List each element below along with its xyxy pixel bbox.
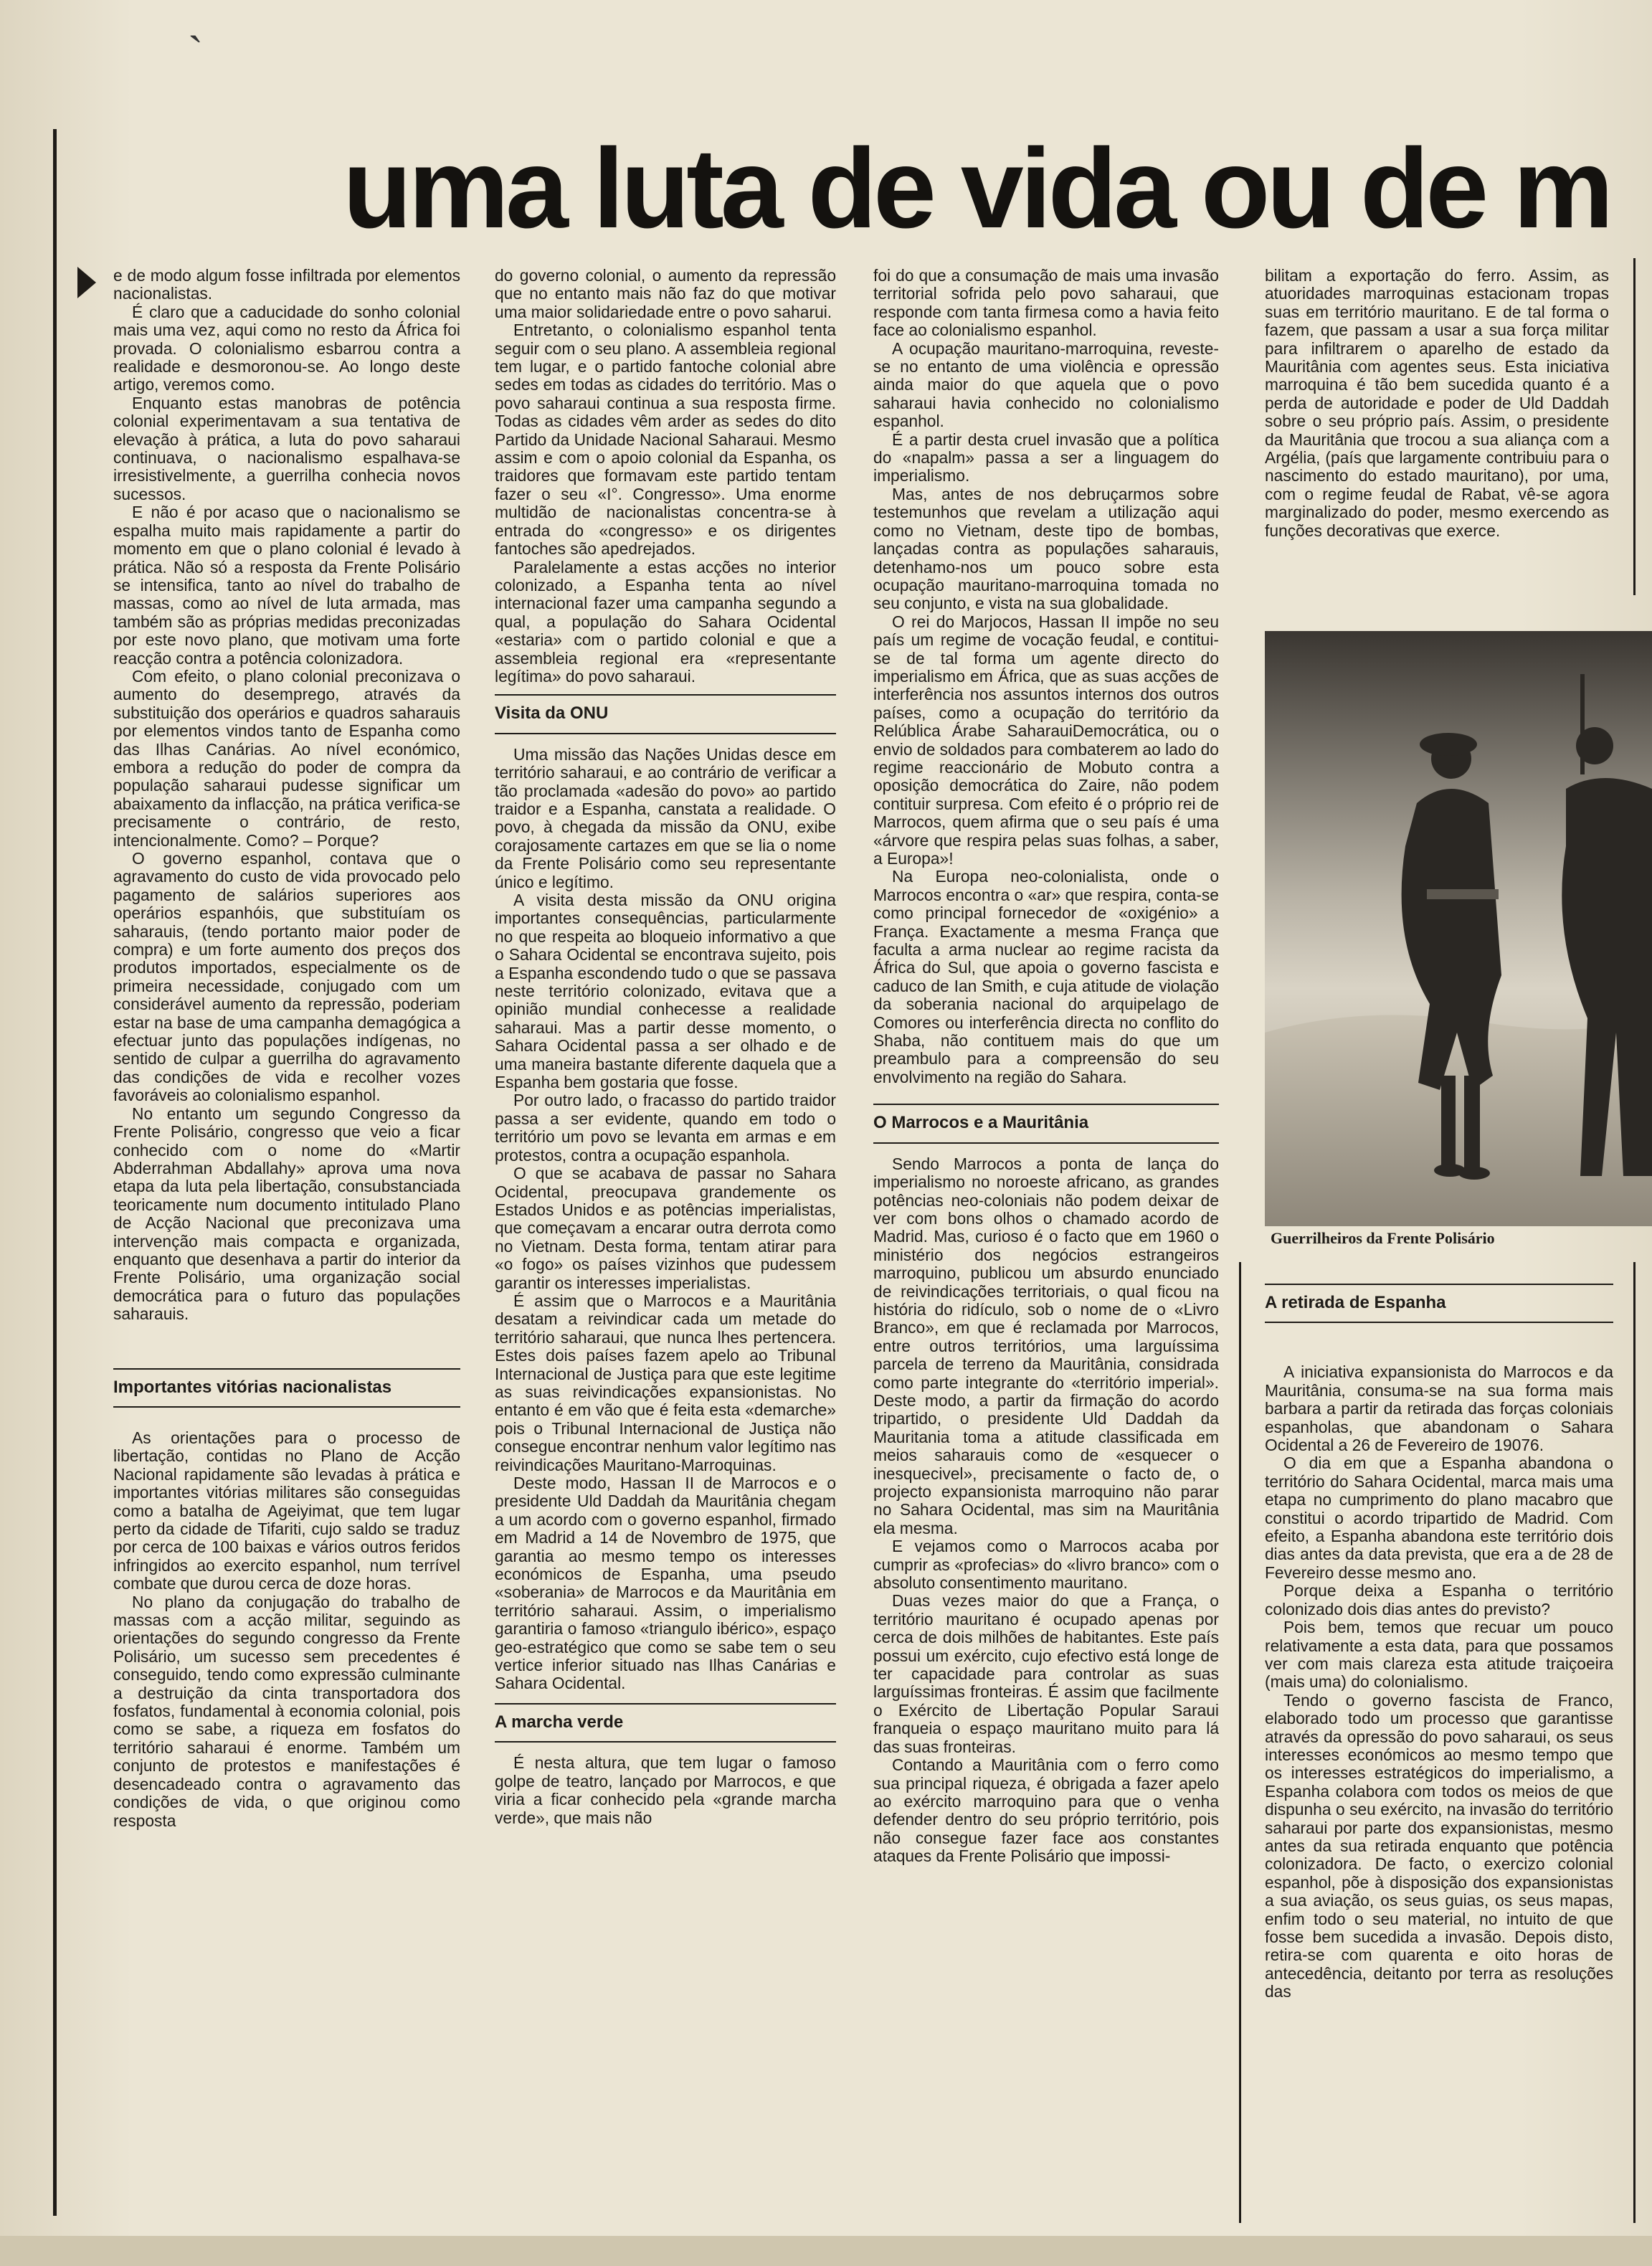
paragraph: Entretanto, o colonialismo espanhol tenta seguir com o seu plano. A assembleia regional tem lugar, e o partido fantoche colonial abre sedes em todas as cidades do território. Mas o povo saharaui continua a sua resposta firme. Todas as cidades vêm arder as sedes do dito Partido da Unidade Nacional Saharaui. Mesmo assim e com o apoio colonial da Espanha, os traidores que formavam este partido tentam fazer o seu «I°. Congresso». Uma enorme multidão de nacionalistas concentra-se à entrada do «congresso» e os dirigentes fantoches são apedrejados.	[495, 321, 836, 559]
paragraph: Enquanto estas manobras de potência colonial experimentavam a sua tentativa de elevação à prática, a luta do povo saharaui continuava, o nacionalismo espalhava-se irresistivelmente, a guerrilha conhecia novos sucessos.	[113, 393, 460, 503]
paragraph: do governo colonial, o aumento da repressão que no entanto mais não faz do que motivar uma maior solidariedade entre o povo saharui.	[495, 267, 836, 321]
paragraph: Tendo o governo fascista de Franco, elaborado todo um processo que garantisse através da opressão do povo saharaui, os seus interesses económicos ao mesmo tempo que os interesses estratégicos do imperialismo, a Espanha colabora com todos os meios de que dispunha o seu exército, na invasão do território saharaui por parte dos expansionistas, mesmo antes da sua retirada enquanto que potência colonizadora. De facto, o exercizo colonial espanhol, põe à disposição dos expansionistas a sua aviação, os seus guias, os seus mapas, enfim todo o seu material, no intuito de que fosse bem sucedida a invasão. Depois disto, retira-se com quarenta e oito horas de antecedência, deitanto por terra as resoluções das	[1265, 1690, 1613, 2001]
paragraph: Por outro lado, o fracasso do partido traidor passa a ser evidente, quando em todo o território um povo se levanta em armas e em protestos, contra a ocupação espanhola.	[495, 1091, 836, 1165]
subhead-visita-onu: Visita da ONU	[495, 694, 836, 734]
left-margin-rule	[53, 129, 57, 2216]
right-edge-rule-bottom	[1633, 1262, 1636, 2223]
paragraph: bilitam a exportação do ferro. Assim, as atuoridades marroquinas estacionam tropas suas em território mauritano. E de tal forma o fazem, que passam a usar a sua força militar para infiltrarem o aparelho de estado da Mauritânia com agentes seus. Esta iniciativa marroquina é tão bem sucedida quanto é a perda de autoridade e poder de Uld Daddah sobre o seu próprio país. Assim, o presidente da Mauritânia que trocou a sua aliança com a Argélia, (país que largamente contribuiu para o nascimento do estado mauritano), por uma, com o regime feudal de Rabat, vê-se agora marginalizado do poder, mesmo exercendo as funções decorativas que exerce.	[1265, 267, 1609, 540]
paragraph: No plano da conjugação do trabalho de massas com a acção militar, seguindo as orientações do segundo congresso da Frente Polisário, um sucesso sem precedentes é conseguido, tendo como expressão culminante a destruição da cinta transportadora dos fosfatos, fundamental à economia colonial, pois como se sabe, a riqueza em fosfatos do território saharaui é enorme. Também um conjunto de protestos e manifestações é desencadeado contra o agravamento das condições de vida, o que originou como resposta	[113, 1592, 460, 1830]
paragraph: O que se acabava de passar no Sahara Ocidental, preocupava grandemente os Estados Unidos e as potências imperialistas, que começavam a encarar outra derrota como no Vietnam. Desta forma, tentam atirar para «o fogo» os países vizinhos que pudessem garantir os interesses imperialistas.	[495, 1164, 836, 1292]
paragraph: E vejamos como o Marrocos acaba por cumprir as «profecias» do «livro branco» com o absoluto consentimento mauritano.	[873, 1537, 1219, 1593]
subhead-importantes-vitorias: Importantes vitórias nacionalistas	[113, 1368, 460, 1408]
paragraph: No entanto um segundo Congresso da Frente Polisário, congresso que veio a ficar conhecido com o nome do «Martir Abderrahman Abdallahy» aprova uma nova etapa da luta pela libertação, consubstanciada teoricamente num documento intitulado Plano de Acção Nacional que preconizava uma intervenção mais compacta e organizada, enquanto que desenhava a partir do interior da Frente Polisário, uma organização social democrática para o futuro das populações saharauis.	[113, 1104, 460, 1324]
paragraph: É a partir desta cruel invasão que a política do «napalm» passa a ser a linguagem do imperialismo.	[873, 430, 1219, 485]
paragraph: A iniciativa expansionista do Marrocos e da Mauritânia, consuma-se na sua forma mais barbara a partir da retirada das forças coloniais espanholas, que abandonam o Sahara Ocidental a 26 de Fevereiro de 19076.	[1265, 1362, 1613, 1455]
paragraph: A ocupação mauritano-marroquina, reveste-se no entanto de uma violência e opressão ainda maior do que aquela que o povo saharaui havia conhecido no colonialismo espanhol.	[873, 338, 1219, 431]
column-1	[113, 267, 460, 2232]
paragraph: Na Europa neo-colonialista, onde o Marrocos encontra o «ar» que respira, conta-se como principal fornecedor de «oxigénio» a França. Exactamente a mesma França que faculta a arma nuclear ao regime racista da África do Sul, que apoia o governo fascista e caduco de Ian Smith, e cuja atitude de violação da soberania nacional do arquipelago de Comores ou interferência directa no conflito do Shaba, não contituem mais do que um preambulo para a compreensão do seu envolvimento na região do Sahara.	[873, 867, 1219, 1086]
paragraph: O governo espanhol, contava que o agravamento do custo de vida provocado pelo pagamento de salários superiores aos operários espanhóis, que substituíam os saharauis, (tendo portanto maior poder de compra) e um forte aumento dos preços dos produtos importados, especialmente os de primeira necessidade, conjugado com um considerável aumento da repressão, poderiam estar na base de uma campanha demagógica a efectuar junto das populações indígenas, no sentido de culpar a guerrilha do agravamento das condições de vida e recolher vozes favoráveis ao colonialismo espanhol.	[113, 849, 460, 1105]
column-3	[873, 267, 1219, 2232]
page-bottom-edge	[0, 2236, 1652, 2266]
subhead-marrocos-mauritania: O Marrocos e a Mauritânia	[873, 1104, 1219, 1143]
pen-mark-icon: ˋ	[188, 27, 204, 77]
paragraph: É assim que o Marrocos e a Mauritânia desatam a reivindicar cada um metade do território saharaui, que nunca lhes pertencera. Estes dois países fazem apelo ao Tribunal Internacional de Justiça para que este legitime as suas reivindicações expansionistas. No entanto é em vão que é feita esta «demarche» pois o Tribunal Internacional de Justiça não consegue encontrar nenhum valor legítimo nas reivindicações Mauritano-Marroquinas.	[495, 1291, 836, 1474]
paragraph: Deste modo, Hassan II de Marrocos e o presidente Uld Daddah da Mauritânia chegam a um acordo com o governo espanhol, firmado em Madrid a 14 de Novembro de 1975, que garantia ao mesmo tempo os interesses económicos de Espanha, uma pseudo «soberania» de Marrocos e da Mauritânia em território saharaui. Assim, o imperialismo garantiria o famoso «triangulo ibérico», espaço geo-estratégico que como se sabe tem o seu vertice inferior situado nas Ilhas Canárias e Sahara Ocidental.	[495, 1474, 836, 1693]
column-rule-4	[1239, 1262, 1241, 2223]
column-1-body-2	[113, 1429, 460, 1830]
paragraph: Sendo Marrocos a ponta de lança do imperialismo no noroeste africano, as grandes potências neo-coloniais não podem deixar de ver com bons olhos o chamado acordo de Madrid. Mas, curioso é o facto que em 1960 o ministério dos negócios estrangeiros marroquino, publicou um absurdo enunciado de reivindicações territoriais, o qual ficou na história do ridículo, sob o nome de o «Livro Branco», em que é reclamada por Marrocos, entre outros territórios, uma larguíssima parcela de terreno da Mauritânia, considrada como parte integrante do «território imperial». Deste modo, a partir da firmação do acordo tripartido, o presidente Uld Daddah da Mauritania toma a atitude classificada em meios saharauis como de «esquecer o inesquecivel», precisamente o facto de, o projecto expansionista marroquino não parar no Sahara Ocidental, mas sim na Mauritânia ela mesma.	[873, 1154, 1219, 1537]
start-arrow-icon	[77, 267, 96, 298]
column-4-body-2	[1265, 1363, 1613, 2001]
paragraph: O dia em que a Espanha abandona o território do Sahara Ocidental, marca mais uma etapa no cumprimento do plano macabro que constitui o acordo tripartido de Madrid. Com efeito, a Espanha abandona este território dois dias antes da data prevista, que era a de 28 de Fevereiro desse mesmo ano.	[1265, 1454, 1613, 1582]
column-1-body	[113, 267, 460, 1324]
column-2	[495, 267, 836, 2232]
paragraph: A visita desta missão da ONU origina importantes consequências, particularmente no que respeita ao bloqueio informativo a que o Sahara Ocidental se encontrava sujeito, pois a Espanha escondendo tudo o que se passava neste território colonizado, evitava que a opinião mundial conhecesse a realidade saharaui. Mas a partir desse momento, o Sahara Ocidental passa a ser olhado e de uma maneira bastante diferente daquela que a Espanha bem gostaria que fosse.	[495, 891, 836, 1092]
column-2-body-3	[495, 1754, 836, 1827]
paragraph: As orientações para o processo de libertação, contidas no Plano de Acção Nacional rapidamente são levadas à prática e importantes vitórias militares são conseguidas como a batalha de Ageiyimat, que tem lugar perto da cidade de Tifariti, cujo saldo se traduz por cerca de 100 baixas e vários outros feridos infringidos ao exercito espanhol, num terrível combate que durou cerca de doze horas.	[113, 1428, 460, 1593]
paragraph: e de modo algum fosse infiltrada por elementos nacionalistas.	[113, 267, 460, 303]
column-4-bottom	[1265, 1284, 1613, 2233]
paragraph: Com efeito, o plano colonial preconizava o aumento do desemprego, através da substituição dos operários e quadros saharauis por elementos vindos tanto de Espanha como das Ilhas Canárias. Ao nível económico, embora a redução do poder de compra da população saharaui pudesse significar um abaixamento da inflacção, na prática verifica-se precisamente o contrário, de resto, intencionalmente. Como? – Porque?	[113, 666, 460, 850]
paragraph: foi do que a consumação de mais uma invasão territorial sofrida pelo povo saharaui, que responde com tanta firmesa como a havia feito face ao colonialismo espanhol.	[873, 267, 1219, 340]
photo-guerrilheiros	[1265, 631, 1652, 1226]
paragraph: Pois bem, temos que recuar um pouco relativamente a esta data, para que possamos ver com mais clareza esta atitude traiçoeira (mais uma) do colonialismo.	[1265, 1618, 1613, 1692]
column-2-body-2	[495, 746, 836, 1693]
paragraph: Duas vezes maior do que a França, o território mauritano é ocupado apenas por cerca de dois milhões de habitantes. Este país possui um exército, cujo efectivo está longe de ter capacidade para controlar as suas larguíssimas fronteiras. É assim que facilmente o Exército de Libertação Popular Saraui franqueia o espaço mauritano muito para lá das suas fronteiras.	[873, 1591, 1219, 1756]
column-3-body	[873, 267, 1219, 1086]
paragraph: É claro que a caducidade do sonho colonial mais uma vez, aqui como no resto da África foi provada. O colonialismo esbarrou contra a realidade e desmoronou-se. Ao longo deste artigo, veremos como.	[113, 302, 460, 394]
column-3-body-2	[873, 1155, 1219, 1866]
paragraph: Uma missão das Nações Unidas desce em território saharaui, e ao contrário de verificar a tão proclamada «adesão do povo» ao partido traidor e a Espanha, canstata a realidade. O povo, à chegada da missão da ONU, exibe corajosamente cartazes em que se lia o nome da Frente Polisário como seu representante único e legítimo.	[495, 744, 836, 891]
guerrilla-photo	[1265, 631, 1652, 1226]
headline: uma luta de vida ou de m	[343, 128, 1610, 250]
paragraph: O rei do Marjocos, Hassan II impõe no seu país um regime de vocação feudal, e contitui-se de tal forma um agente directo do imperialismo em África, que as suas acções de interferência nos assuntos internos dos outros países, como a ocupação do território da Relública Árabe SaharauiDemocrática, ou o envio de soldados para combaterem ao lado do regime reaccionário de Mobuto contra a oposição democrática do Zaire, não podem contituir surpresa. Com efeito é o próprio rei de Marrocos, quem afirma que o seu país é uma «árvore que respira pelas suas folhas, a saber, a Europa»!	[873, 612, 1219, 868]
column-2-body	[495, 267, 836, 686]
paragraph: Mas, antes de nos debruçarmos sobre testemunhos que revelam a utilização aqui como no Vietnam, deste tipo de bombas, lançadas contra as populações saharauis, detenhamo-nos um pouco sobre esta ocupação mauritano-marroquina tomada no seu conjunto, e vista na sua globalidade.	[873, 484, 1219, 613]
subhead-retirada-espanha: A retirada de Espanha	[1265, 1284, 1613, 1323]
paragraph: É nesta altura, que tem lugar o famoso golpe de teatro, lançado por Marrocos, e que viria a ficar conhecido pela «grande marcha verde», que mais não	[495, 1753, 836, 1827]
photo-caption: Guerrilheiros da Frente Polisário	[1271, 1229, 1495, 1247]
paragraph: Paralelamente a estas acções no interior colonizado, a Espanha tenta ao nível internacional fazer uma campanha segundo a qual, a população do Sahara Ocidental «estaria» com o partido colonial e que a assembleia regional era «representante legítima» do povo saharaui.	[495, 557, 836, 686]
paragraph: E não é por acaso que o nacionalismo se espalha muito mais rapidamente a partir do momento em que o plano colonial é levado à prática. Não só a resposta da Frente Polisário se intensifica, tanto ao nível do trabalho de massas, como ao nível de luta armada, mas também são as próprias medidas preconizadas por este novo plano, que motivam uma forte reacção contra a potência colonizadora.	[113, 503, 460, 668]
paragraph: Contando a Mauritânia com o ferro como sua principal riqueza, é obrigada a fazer apelo ao exército marroquino para que o venha defender dentro do seu próprio território, pois não consegue fazer face aos constantes ataques da Frente Polisário que impossi-	[873, 1755, 1219, 1866]
subhead-marcha-verde: A marcha verde	[495, 1703, 836, 1743]
column-4-top	[1265, 267, 1609, 618]
right-edge-rule-top	[1633, 258, 1636, 595]
paragraph: Porque deixa a Espanha o território colonizado dois dias antes do previsto?	[1265, 1581, 1613, 1618]
